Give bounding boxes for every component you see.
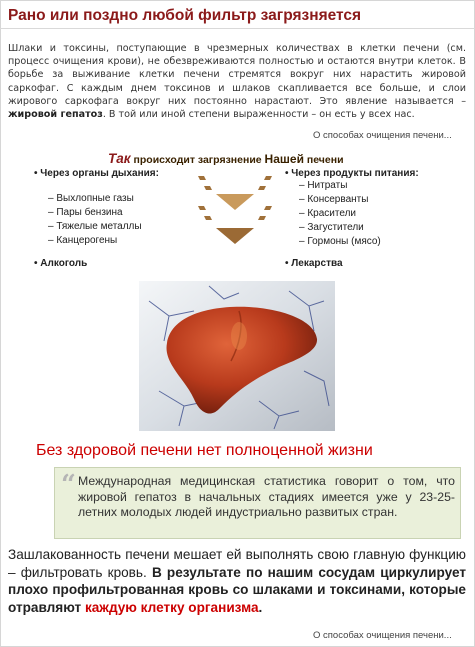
right-list	[299, 180, 419, 248]
left-item: – Тяжелые металлы	[48, 220, 142, 232]
quote-text: Международная медицинская статистика говорит о том, что жировой гепатоз в начальных стадиях имеется уже у 23-25-летних молодых людей индустриально развитых стран.	[78, 474, 455, 520]
heading-end: печени	[303, 154, 344, 166]
heading-so: Так	[108, 151, 131, 166]
title-divider	[0, 28, 475, 29]
intro-term: жировой гепатоз	[8, 109, 103, 121]
quote-box	[54, 467, 461, 539]
left-column	[34, 168, 159, 247]
bottom-text-red: каждую клетку организма	[84, 599, 259, 615]
intro-text-2: . В той или иной степени выраженности – он есть у всех нас.	[102, 109, 415, 121]
arrow-chevron-left-2	[204, 186, 212, 190]
right-bottom-bullet: • Лекарства	[285, 258, 343, 269]
funnel-triangle-bottom	[216, 228, 254, 244]
funnel-arrows-icon	[190, 174, 280, 254]
arrow-chevron-right-1	[264, 176, 272, 180]
bottom-paragraph	[8, 546, 466, 616]
right-item: – Загустители	[299, 221, 364, 233]
right-item: – Гормоны (мясо)	[299, 235, 381, 247]
left-item: – Пары бензина	[48, 206, 123, 218]
heading-our: Нашей	[264, 152, 304, 166]
more-link-top[interactable]: О способах очищения печени...	[313, 130, 452, 141]
left-header: • Через органы дыхания:	[34, 168, 159, 179]
bottom-text-plain: Зашлакованность печени мешает ей выполнять свою главную функцию – фильтровать кровь.	[8, 547, 466, 580]
arrow-chevron-left-4	[204, 216, 212, 220]
quote-icon: “	[61, 470, 76, 500]
heading-mid: происходит загрязнение	[130, 154, 265, 166]
arrow-chevron-right-3	[264, 206, 272, 210]
left-list	[48, 193, 159, 247]
intro-paragraph	[8, 42, 466, 121]
liver-image	[139, 281, 335, 431]
intro-text-1: Шлаки и токсины, поступающие в чрезмерных количествах в клетки печени (см. процесс очищения крови), не обезвреживаются полностью и остаются внутри клеток. В борьбе за выживание клетки печени стремятся вокруг них нарастить жировой саркофаг. С каждым днем токсинов и шлаков скапливается все больше, и слои жирового саркофага вокруг них постоянно нарастают. Это явление называется –	[8, 43, 466, 107]
slogan: Без здоровой печени нет полноценной жизни	[36, 442, 373, 459]
left-item: – Канцерогены	[48, 234, 118, 246]
right-header: • Через продукты питания:	[285, 168, 419, 179]
diagram-heading	[108, 151, 344, 166]
bottom-text-bold: В результате по нашим сосудам циркулирует плохо профильтрованная кровь со шлаками и токсинами, которые отравляют	[8, 564, 466, 615]
right-item: – Красители	[299, 208, 356, 220]
arrow-chevron-left-3	[198, 206, 206, 210]
arrow-chevron-right-2	[258, 186, 266, 190]
left-bottom-bullet: • Алкоголь	[34, 258, 88, 269]
left-item: – Выхлопные газы	[48, 193, 134, 204]
arrow-chevron-right-4	[258, 216, 266, 220]
funnel-triangle-top	[216, 194, 254, 210]
bottom-text-end: .	[258, 599, 263, 615]
more-link-bottom[interactable]: О способах очищения печени...	[313, 630, 452, 641]
right-column	[285, 168, 419, 248]
right-item: – Нитраты	[299, 180, 348, 192]
arrow-chevron-left-1	[198, 176, 206, 180]
right-item: – Консерванты	[299, 194, 369, 206]
page-title: Рано или поздно любой фильтр загрязняется	[8, 7, 362, 24]
